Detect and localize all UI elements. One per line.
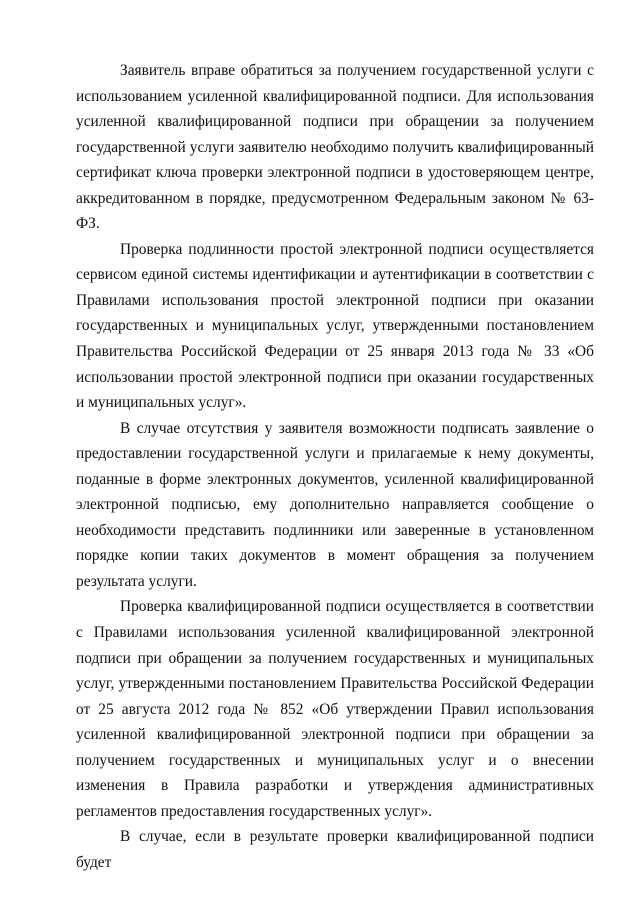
document-body bbox=[76, 58, 594, 876]
paragraph-simple-signature-check: Проверка подлинности простой электронной подписи осуществляется сервисом единой системы идентификации и аутентификации в соответствии с Правилами использования простой электронной подписи при оказании государственных и муниципальных услуг, утвержденными постановлением Правительства Российской Федерации от 25 января 2013 года № 33 «Об использовании простой электронной подписи при оказании государственных и муниципальных услуг». bbox=[76, 240, 594, 412]
paragraph-qualified-signature-right: Заявитель вправе обратиться за получением государственной услуги с использованием усиленной квалифицированной подписи. Для использования усиленной квалифицированной подписи при обращении за получением государственной услуги заявителю необходимо получить квалифицированный сертификат ключа проверки электронной подписи в удостоверяющем центре, аккредитованном в порядке, предусмотренном Федеральным законом № 63-ФЗ. bbox=[76, 62, 594, 233]
paragraph-originals-required: В случае отсутствия у заявителя возможности подписать заявление о предоставлении государственной услуги и прилагаемые к нему документы, поданные в форме электронных документов, усиленной квалифицированной электронной подписью, ему дополнительно направляется сообщение о необходимости представить подлинники или заверенные в установленном порядке копии таких документов в момент обращения за получением результата услуги. bbox=[76, 419, 594, 590]
paragraph-check-result: В случае, если в результате проверки квалифицированной подписи будет bbox=[76, 828, 594, 871]
paragraph-qualified-signature-check: Проверка квалифицированной подписи осуществляется в соответствии с Правилами использования усиленной квалифицированной электронной подписи при обращении за получением государственных и муниципальных услуг, утвержденными постановлением Правительства Российской Федерации от 25 августа 2012 года № 852 «Об утверждении Правил использования усиленной квалифицированной электронной подписи при обращении за получением государственных и муниципальных услуг и о внесении изменения в Правила разработки и утверждения административных регламентов предоставления государственных услуг». bbox=[76, 598, 594, 820]
